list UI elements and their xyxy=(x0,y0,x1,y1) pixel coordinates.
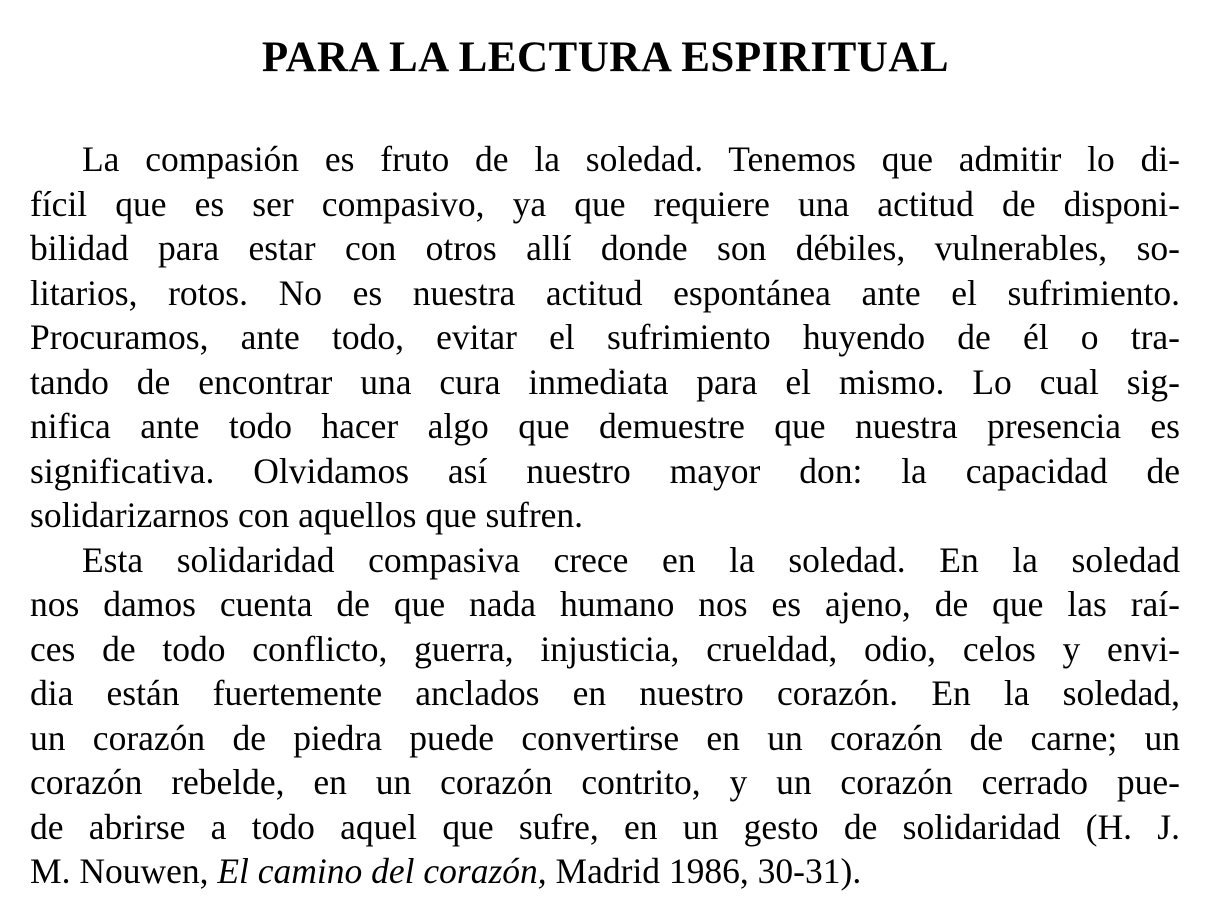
page-title: PARA LA LECTURA ESPIRITUAL xyxy=(261,34,950,81)
paragraph-1 xyxy=(30,137,1180,538)
paragraph-line: dia están fuertemente anclados en nuestro corazón. En la soledad, xyxy=(30,673,1180,713)
paragraph-line: La compasión es fruto de la soledad. Tenemos que admitir lo di- xyxy=(82,139,1180,179)
paragraph-line: fícil que es ser compasivo, ya que requiere una actitud de disponi- xyxy=(30,183,1180,224)
citation-author: M. Nouwen, xyxy=(30,851,209,891)
citation-line xyxy=(30,849,1180,894)
citation-place-year-pages: Madrid 1986, 30-31). xyxy=(555,851,862,891)
paragraph-line: un corazón de piedra puede convertirse en un corazón de carne; un xyxy=(30,717,1180,758)
paragraph-line: corazón rebelde, en un corazón contrito, y un corazón cerrado pue- xyxy=(30,762,1180,802)
paragraph-line: litarios, rotos. No es nuestra actitud espontánea ante el sufrimiento. xyxy=(30,272,1180,313)
body-text xyxy=(30,137,1180,894)
paragraph-line: nifica ante todo hacer algo que demuestre que nuestra presencia es xyxy=(30,406,1180,446)
paragraph-line: nos damos cuenta de que nada humano nos es ajeno, de que las raí- xyxy=(30,584,1180,624)
paragraph-line: significativa. Olvidamos así nuestro mayor don: la capacidad de xyxy=(30,450,1180,491)
paragraph-line: bilidad para estar con otros allí donde son débiles, vulnerables, so- xyxy=(30,228,1180,268)
paragraph-line: de abrirse a todo aquel que sufre, en un gesto de solidaridad (H. J. xyxy=(30,806,1180,847)
paragraph-line: solidarizarnos con aquellos que sufren. xyxy=(30,495,584,535)
paragraph-line: Procuramos, ante todo, evitar el sufrimiento huyendo de él o tra- xyxy=(30,317,1180,357)
paragraph-line: Esta solidaridad compasiva crece en la soledad. En la soledad xyxy=(82,539,1180,580)
paragraph-line: ces de todo conflicto, guerra, injusticia, crueldad, odio, celos y envi- xyxy=(30,628,1180,669)
paragraph-2 xyxy=(30,538,1180,894)
citation-book-title: El camino del corazón, xyxy=(217,851,547,891)
paragraph-line: tando de encontrar una cura inmediata para el mismo. Lo cual sig- xyxy=(30,361,1180,402)
